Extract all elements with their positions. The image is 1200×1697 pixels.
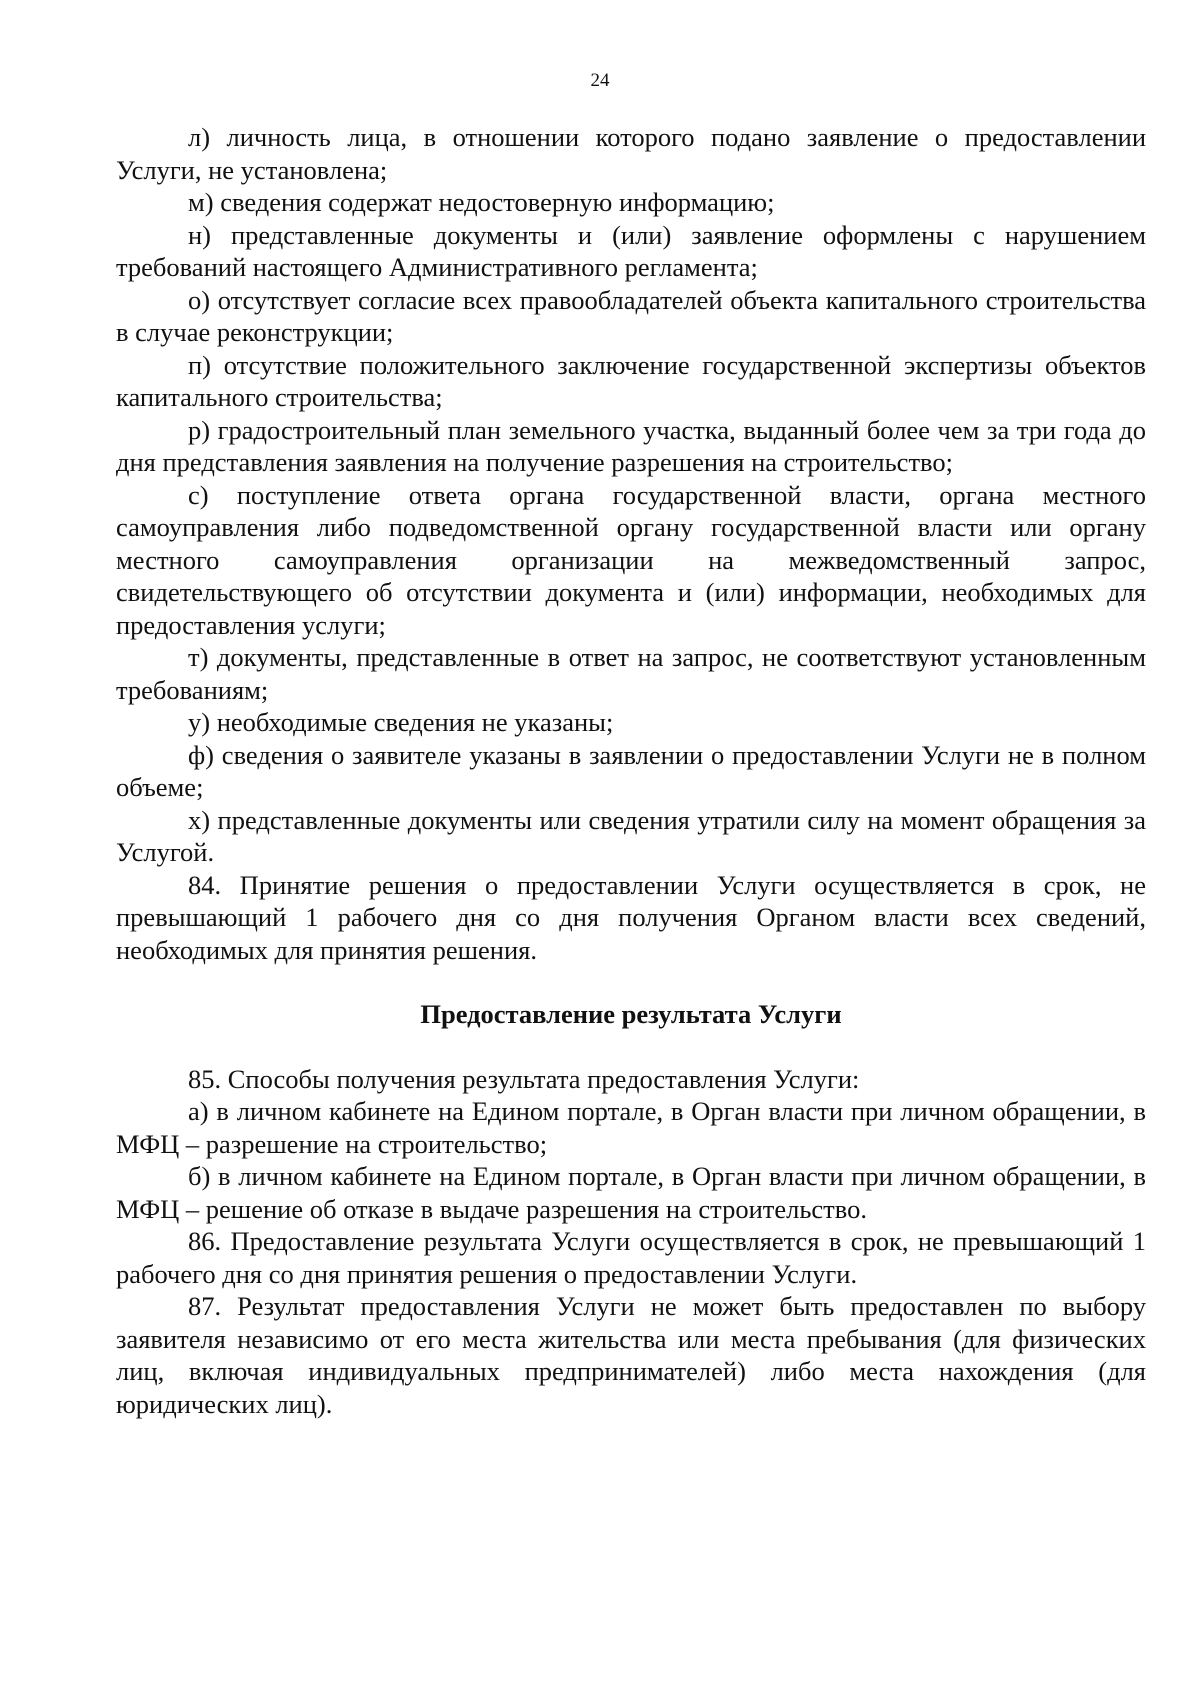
clause-84: 84. Принятие решения о предоставлении Услуги осуществляется в срок, не превышающий 1 рабочего дня со дня получения Органом власти всех сведений, необходимых для принятия решения.	[116, 869, 1146, 965]
list-item-r: р) градостроительный план земельного участка, выданный более чем за три года до дня представления заявления на получение разрешения на строительство;	[116, 414, 1146, 477]
clause-85-item-a: а) в личном кабинете на Едином портале, в Орган власти при личном обращении, в МФЦ – разрешение на строительство;	[116, 1096, 1146, 1159]
list-item-l: л) личность лица, в отношении которого подано заявление о предоставлении Услуги, не установлена;	[116, 122, 1146, 185]
clause-86: 86. Предоставление результата Услуги осуществляется в срок, не превышающий 1 рабочего дня со дня принятия решения о предоставлении Услуги.	[116, 1226, 1146, 1289]
list-item-t: т) документы, представленные в ответ на запрос, не соответствуют установленным требованиям;	[116, 642, 1146, 705]
clause-87: 87. Результат предоставления Услуги не может быть предоставлен по выбору заявителя независимо от его места жительства или места пребывания (для физических лиц, включая индивидуальных предпринимателей) либо места нахождения (для юридических лиц).	[116, 1291, 1146, 1419]
clause-85: 85. Способы получения результата предоставления Услуги:	[188, 1063, 860, 1094]
list-item-m: м) сведения содержат недостоверную информацию;	[188, 187, 775, 217]
list-item-kh: х) представленные документы или сведения утратили силу на момент обращения за Услугой.	[116, 804, 1146, 867]
page-number: 24	[590, 70, 610, 91]
list-item-u: у) необходимые сведения не указаны;	[188, 707, 614, 737]
document-body	[116, 121, 1146, 1420]
list-item-f: ф) сведения о заявителе указаны в заявлении о предоставлении Услуги не в полном объеме;	[116, 739, 1146, 802]
list-item-s: с) поступление ответа органа государственной власти, органа местного самоуправления либо подведомственной органу государственной власти или органу местного самоуправления организации на межведомственный запрос, свидетельствующего об отсутствии документа и (или) информации, необходимых для предоставления услуги;	[116, 479, 1146, 640]
list-item-n: н) представленные документы и (или) заявление оформлены с нарушением требований настоящего Административного регламента;	[116, 219, 1146, 282]
list-item-p: п) отсутствие положительного заключение государственной экспертизы объектов капитального строительства;	[116, 349, 1146, 412]
section-heading: Предоставление результата Услуги	[420, 999, 842, 1029]
list-item-o: о) отсутствует согласие всех правообладателей объекта капитального строительства в случае реконструкции;	[116, 284, 1146, 347]
clause-85-item-b: б) в личном кабинете на Едином портале, в Орган власти при личном обращении, в МФЦ – решение об отказе в выдаче разрешения на строительство.	[116, 1161, 1146, 1224]
